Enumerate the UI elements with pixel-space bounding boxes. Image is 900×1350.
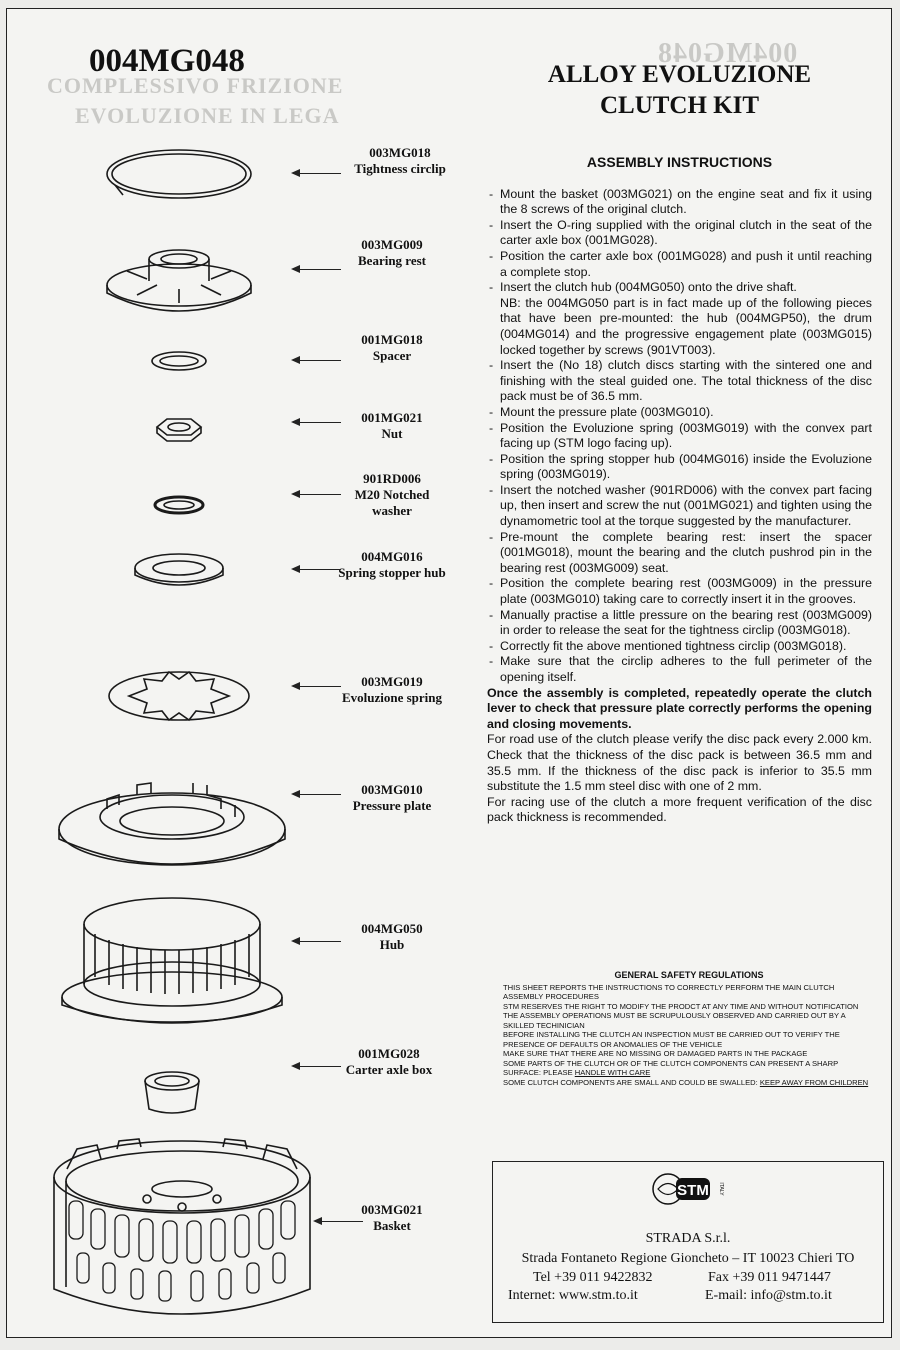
part-code: 001MG028 bbox=[358, 1046, 420, 1061]
road-use-note: For road use of the clutch please verify the disc pack every 2.000 km. Check that the thickness of the disc pack is between 36.5 mm and 35.5 mm. If the thickness of the disc pack is inferior to 35.5 mm substitute the 1.5 mm steel disc with one of 2 mm. bbox=[487, 732, 872, 794]
assembly-step: - Position the complete bearing rest (003MG009) in the pressure plate (003MG010) taking care to correctly insert it in the grooves. bbox=[487, 576, 872, 607]
assembly-heading: ASSEMBLY INSTRUCTIONS bbox=[586, 154, 773, 170]
part-code: 003MG009 bbox=[361, 237, 423, 252]
safety-line: THE ASSEMBLY OPERATIONS MUST BE SCRUPULOUSLY OBSERVED AND CARRIED OUT BY A SKILLED TECHINICIAN bbox=[503, 1011, 846, 1030]
safety-line: STM RESERVES THE RIGHT TO MODIFY THE PRODCT AT ANY TIME AND WITHOUT NOTIFICATION bbox=[503, 1001, 859, 1011]
carter-axle-box-drawing bbox=[145, 1072, 199, 1113]
part-name: Nut bbox=[381, 426, 403, 441]
assembly-step: - Make sure that the circlip adheres to the full perimeter of the opening itself. bbox=[487, 654, 872, 685]
part-label-basket bbox=[337, 1202, 447, 1234]
safety-line bbox=[503, 1059, 875, 1078]
arrow-tightness-circlip bbox=[293, 173, 341, 174]
arrow-pressure-plate bbox=[293, 794, 341, 795]
assembly-step: - Pre-mount the complete bearing rest: insert the spacer (001MG018), mount the bearing and the clutch pushrod pin in the bearing rest (003MG009) seat. bbox=[487, 530, 872, 577]
arrow-spring-stopper-hub bbox=[293, 569, 341, 570]
bleed-through-title-line-1: COMPLESSIVO FRIZIONE bbox=[47, 73, 344, 98]
safety-line: THIS SHEET REPORTS THE INSTRUCTIONS TO CORRECTLY PERFORM THE MAIN CLUTCH ASSEMBLY PROCEDURES bbox=[503, 982, 835, 1001]
document-title bbox=[507, 59, 852, 121]
part-name: Pressure plate bbox=[352, 798, 432, 813]
part-name: Bearing rest bbox=[358, 253, 426, 268]
company-name: STRADA S.r.l. bbox=[645, 1231, 731, 1246]
completion-note: Once the assembly is completed, repeatedly operate the clutch lever to check that pressure plate correctly performs the opening and closing movements. bbox=[487, 685, 872, 731]
safety-line-text: SOME PARTS OF THE CLUTCH OR OF THE CLUTCH COMPONENTS CAN PRESENT A SHARP SURFACE: PLEASE bbox=[503, 1058, 839, 1077]
assembly-steps bbox=[487, 187, 872, 686]
title-line-2: CLUTCH KIT bbox=[599, 92, 760, 119]
arrow-bearing-rest bbox=[293, 269, 341, 270]
safety-line-text: SOME CLUTCH COMPONENTS ARE SMALL AND COULD BE SWALLED: bbox=[503, 1077, 760, 1087]
company-fax: Fax +39 011 9471447 bbox=[708, 1270, 831, 1285]
stm-logo bbox=[648, 1170, 730, 1208]
instruction-sheet bbox=[6, 8, 892, 1338]
part-label-tightness-circlip bbox=[345, 145, 455, 177]
company-info-box bbox=[492, 1161, 884, 1323]
assembly-step: - Mount the pressure plate (003MG010). bbox=[487, 405, 872, 421]
arrow-hub bbox=[293, 941, 341, 942]
bearing-rest-drawing bbox=[107, 250, 251, 311]
arrow-notched-washer bbox=[293, 494, 341, 495]
nut-drawing bbox=[157, 419, 201, 441]
spacer-drawing bbox=[152, 352, 206, 370]
safety-line-underlined: KEEP AWAY FROM CHILDREN bbox=[759, 1077, 869, 1087]
company-email: E-mail: info@stm.to.it bbox=[705, 1288, 832, 1303]
part-label-evoluzione-spring bbox=[337, 674, 447, 706]
part-label-carter-axle-box bbox=[323, 1046, 455, 1078]
basket-drawing bbox=[54, 1139, 310, 1314]
safety-line: MAKE SURE THAT THERE ARE NO MISSING OR DAMAGED PARTS IN THE PACKAGE bbox=[503, 1049, 808, 1058]
assembly-step: - Insert the clutch hub (004MG050) onto the drive shaft. NB: the 004MG050 part is in fact made up of the following pieces that have been pre-mounted: the hub (004MGP50), the drum (004MG014) and the progressive engagement plate (003MG015) locked together by screws (901VT003). bbox=[487, 280, 872, 358]
arrow-carter-axle-box bbox=[293, 1066, 341, 1067]
part-name: Carter axle box bbox=[345, 1062, 433, 1077]
part-name: M20 Notched washer bbox=[354, 487, 430, 518]
logo-country: ITALY bbox=[718, 1182, 724, 1196]
assembly-step: - Insert the notched washer (901RD006) with the convex part facing up, then insert and screw the nut (001MG021) and tighten using the dynamometric tool at the torque suggested by the manufacturer. bbox=[487, 483, 872, 530]
spring-stopper-hub-drawing bbox=[135, 554, 223, 585]
part-name: Evoluzione spring bbox=[341, 690, 443, 705]
bleed-through-title-line-2: EVOLUZIONE IN LEGA bbox=[75, 103, 340, 128]
hub-drawing bbox=[62, 898, 282, 1023]
arrow-evoluzione-spring bbox=[293, 686, 341, 687]
part-code: 004MG016 bbox=[361, 549, 423, 564]
part-code: 003MG021 bbox=[361, 1202, 423, 1217]
assembly-step: - Manually practise a little pressure on the bearing rest (003MG009) in order to release the seat for the tightness circlip (003MG018). bbox=[487, 608, 872, 639]
assembly-step: - Position the spring stopper hub (004MG016) inside the Evoluzione spring (003MG019). bbox=[487, 452, 872, 483]
assembly-step: - Insert the O-ring supplied with the original clutch in the seat of the carter axle box (001MG028). bbox=[487, 218, 872, 249]
part-name: Spring stopper hub bbox=[338, 565, 446, 580]
assembly-step: - Correctly fit the above mentioned tightness circlip (003MG018). bbox=[487, 639, 872, 655]
part-code: 001MG018 bbox=[361, 332, 423, 347]
assembly-step: - Mount the basket (003MG021) on the engine seat and fix it using the 8 screws of the original clutch. bbox=[487, 187, 872, 218]
part-label-notched-washer bbox=[337, 471, 447, 519]
racing-use-note: For racing use of the clutch a more frequent verification of the disc pack thickness is recommended. bbox=[487, 794, 872, 825]
safety-heading: GENERAL SAFETY REGULATIONS bbox=[614, 970, 764, 980]
bleed-through-code: 004MG048 bbox=[657, 38, 798, 69]
part-name: Hub bbox=[379, 937, 405, 952]
part-name: Basket bbox=[373, 1218, 411, 1233]
part-name: Tightness circlip bbox=[354, 161, 446, 176]
safety-regulations bbox=[503, 971, 875, 1087]
tightness-circlip-drawing bbox=[107, 150, 251, 198]
assembly-instructions bbox=[487, 155, 872, 826]
part-label-bearing-rest bbox=[337, 237, 447, 269]
safety-line: BEFORE INSTALLING THE CLUTCH AN INSPECTION MUST BE CARRIED OUT TO VERIFY THE PRESENCE OF DEFAULTS OR ANOMALIES OF THE VEHICLE bbox=[503, 1030, 840, 1049]
company-website: Internet: www.stm.to.it bbox=[508, 1288, 638, 1303]
evoluzione-spring-drawing bbox=[109, 672, 249, 720]
safety-line-underlined: HANDLE WITH CARE bbox=[574, 1068, 651, 1077]
arrow-basket bbox=[315, 1221, 363, 1222]
assembly-step: - Insert the (No 18) clutch discs starting with the sintered one and finishing with the steal guided one. The total thickness of the disc pack must be of 36.5 mm. bbox=[487, 358, 872, 405]
part-code: 004MG050 bbox=[361, 921, 423, 936]
part-code: 901RD006 bbox=[363, 471, 421, 486]
safety-line bbox=[503, 1078, 875, 1088]
logo-text: STM bbox=[677, 1182, 709, 1199]
part-label-spring-stopper-hub bbox=[337, 549, 447, 581]
company-address: Strada Fontaneto Regione Gioncheto – IT 10023 Chieri TO bbox=[521, 1251, 855, 1266]
notched-washer-drawing bbox=[155, 497, 203, 513]
part-name: Spacer bbox=[372, 348, 412, 363]
part-label-nut bbox=[337, 410, 447, 442]
document-code: 004MG048 bbox=[89, 43, 245, 79]
assembly-step: - Position the Evoluzione spring (003MG019) with the convex part facing up (STM logo facing up). bbox=[487, 421, 872, 452]
company-phone: Tel +39 011 9422832 bbox=[533, 1270, 653, 1285]
part-label-spacer bbox=[337, 332, 447, 364]
arrow-spacer bbox=[293, 360, 341, 361]
part-code: 003MG019 bbox=[361, 674, 423, 689]
part-code: 001MG021 bbox=[361, 410, 423, 425]
part-label-hub bbox=[337, 921, 447, 953]
part-label-pressure-plate bbox=[337, 782, 447, 814]
part-code: 003MG010 bbox=[361, 782, 423, 797]
arrow-nut bbox=[293, 422, 341, 423]
title-line-1: ALLOY EVOLUZIONE bbox=[547, 61, 812, 88]
part-code: 003MG018 bbox=[369, 145, 431, 160]
assembly-step: - Position the carter axle box (001MG028) and push it until reaching a complete stop. bbox=[487, 249, 872, 280]
pressure-plate-drawing bbox=[59, 783, 285, 865]
